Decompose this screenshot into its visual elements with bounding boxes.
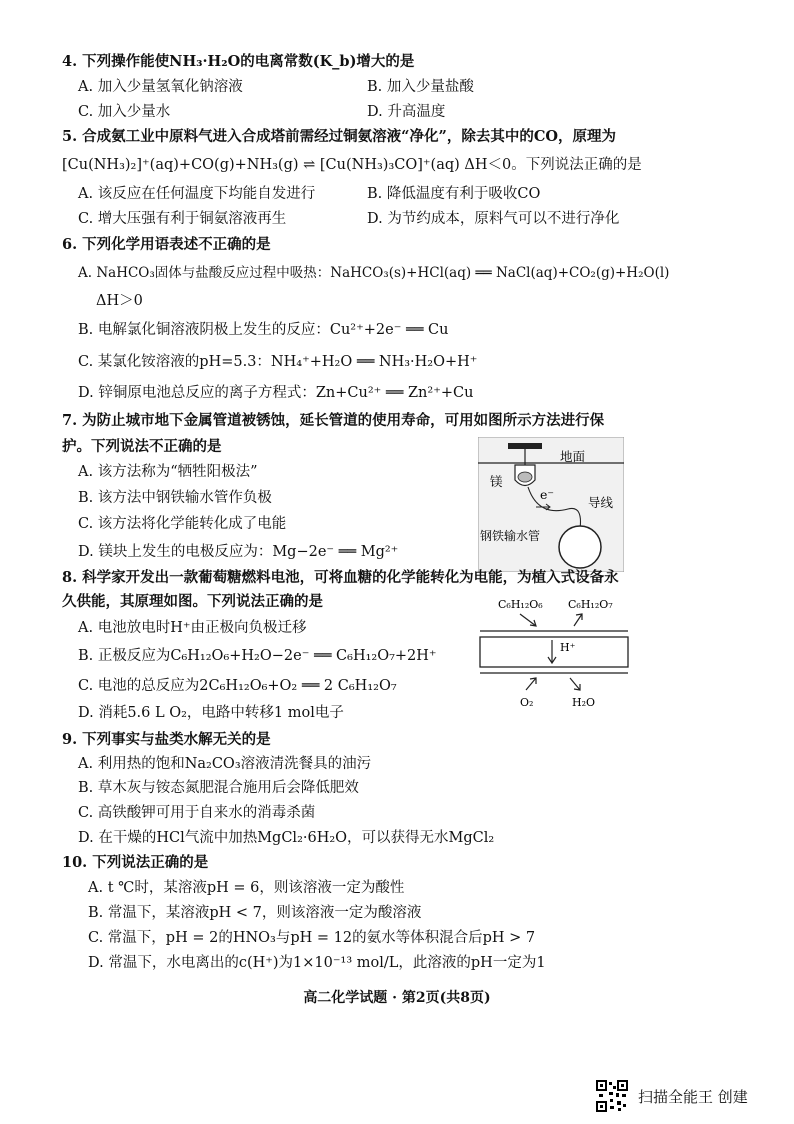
q6-option-c: C. 某氯化铵溶液的pH=5.3：NH₄⁺+H₂O ══ NH₃·H₂O+H⁺ <box>78 354 478 370</box>
q6-option-a-line2: ΔH＞0 <box>96 293 143 309</box>
mg-label: 镁 <box>490 474 503 489</box>
glucose-label: C₆H₁₂O₆ <box>498 598 543 611</box>
q7-option-d: D. 镁块上发生的电极反应为：Mg−2e⁻ ══ Mg²⁺ <box>78 544 399 560</box>
q8-stem-line2: 久供能，其原理如图。下列说法正确的是 <box>62 593 323 610</box>
q10-option-c: C. 常温下，pH = 2的HNO₃与pH = 12的氨水等体积混合后pH > 7 <box>88 930 536 946</box>
q9-option-b: B. 草木灰与铵态氮肥混合施用后会降低肥效 <box>78 780 359 796</box>
q10-stem: 10. 下列说法正确的是 <box>62 854 209 871</box>
q9-stem: 9. 下列事实与盐类水解无关的是 <box>62 731 271 748</box>
q9-option-c: C. 高铁酸钾可用于自来水的消毒杀菌 <box>78 805 316 821</box>
scanner-watermark <box>596 1080 786 1114</box>
q8-stem-line1: 8. 科学家开发出一款葡萄糖燃料电池，可将血糖的化学能转化为电能，为植入式设备永 <box>62 569 619 586</box>
q8-figure-diagram <box>474 594 634 712</box>
cell-membrane <box>480 637 628 667</box>
q6-option-d: D. 锌铜原电池总反应的离子方程式：Zn+Cu²⁺ ══ Zn²⁺+Cu <box>78 385 474 401</box>
page-footer: 高二化学试题 · 第2页(共8页) <box>303 990 491 1006</box>
o2-in-arrow <box>526 678 536 690</box>
q5-option-a: A. 该反应在任何温度下均能自发进行 <box>78 186 316 202</box>
q6-option-b: B. 电解氯化铜溶液阴极上发生的反应：Cu²⁺+2e⁻ ══ Cu <box>78 322 449 338</box>
mg-block <box>518 472 532 482</box>
wire-label: 导线 <box>588 495 614 510</box>
q4-option-d: D. 升高温度 <box>367 104 446 120</box>
q7-option-c: C. 该方法将化学能转化成了电能 <box>78 516 287 532</box>
ground-label: 地面 <box>560 449 586 464</box>
electron-label: e⁻ <box>540 487 554 502</box>
q7-option-a: A. 该方法称为“牺牲阳极法” <box>78 464 258 480</box>
q7-figure-diagram <box>478 437 624 572</box>
proton-label: H⁺ <box>560 641 576 654</box>
q9-option-d: D. 在干燥的HCl气流中加热MgCl₂·6H₂O，可以获得无水MgCl₂ <box>78 830 495 846</box>
q10-option-a: A. t ℃时，某溶液pH = 6，则该溶液一定为酸性 <box>88 880 405 896</box>
qr-code-icon <box>596 1080 628 1112</box>
q4-option-c: C. 加入少量水 <box>78 104 171 120</box>
q6-option-a-line1: A. NaHCO₃固体与盐酸反应过程中吸热：NaHCO₃(s)+HCl(aq) ══ NaCl(aq)+CO₂(g)+H₂O(l) <box>78 265 670 281</box>
steel-pipe <box>559 526 601 568</box>
terminal-cap <box>508 443 542 449</box>
q5-option-b: B. 降低温度有利于吸收CO <box>367 186 541 202</box>
q7-option-b: B. 该方法中钢铁输水管作负极 <box>78 490 272 506</box>
q10-option-b: B. 常温下，某溶液pH < 7，则该溶液一定为酸溶液 <box>88 905 422 921</box>
gluconic-out-arrow <box>574 614 582 626</box>
q8-option-d: D. 消耗5.6 L O₂，电路中转移1 mol电子 <box>78 705 344 721</box>
q8-option-c: C. 电池的总反应为2C₆H₁₂O₆+O₂ ══ 2 C₆H₁₂O₇ <box>78 678 397 694</box>
glucose-in-arrow <box>520 614 536 626</box>
q5-option-d: D. 为节约成本，原料气可以不进行净化 <box>367 211 620 227</box>
q5-stem-line1: 5. 合成氨工业中原料气进入合成塔前需经过铜氨溶液“净化”，除去其中的CO，原理为 <box>62 128 617 145</box>
q8-option-a: A. 电池放电时H⁺由正极向负极迁移 <box>78 620 307 636</box>
q5-option-c: C. 增大压强有利于铜氨溶液再生 <box>78 211 287 227</box>
q7-stem-line2: 护。下列说法不正确的是 <box>62 438 222 455</box>
q7-stem-line1: 7. 为防止城市地下金属管道被锈蚀，延长管道的使用寿命，可用如图所示方法进行保 <box>62 412 605 429</box>
q4-option-b: B. 加入少量盐酸 <box>367 79 474 95</box>
q9-option-a: A. 利用热的饱和Na₂CO₃溶液清洗餐具的油污 <box>78 756 372 772</box>
h2o-out-arrow <box>570 678 580 690</box>
h2o-label: H₂O <box>572 696 596 709</box>
gluconic-label: C₆H₁₂O₇ <box>568 598 613 611</box>
q5-stem-line2: [Cu(NH₃)₂]⁺(aq)+CO(g)+NH₃(g) ⇌ [Cu(NH₃)₃CO]⁺(aq) ΔH＜0。下列说法正确的是 <box>62 157 642 173</box>
q10-option-d: D. 常温下，水电离出的c(H⁺)为1×10⁻¹³ mol/L，此溶液的pH一定为1 <box>88 955 546 971</box>
watermark-text: 扫描全能王 创建 <box>638 1088 748 1106</box>
q6-stem: 6. 下列化学用语表述不正确的是 <box>62 236 271 253</box>
q8-option-b: B. 正极反应为C₆H₁₂O₆+H₂O−2e⁻ ══ C₆H₁₂O₇+2H⁺ <box>78 648 437 664</box>
o2-label: O₂ <box>520 696 534 709</box>
q4-option-a: A. 加入少量氢氧化钠溶液 <box>78 79 243 95</box>
q4-stem: 4. 下列操作能使NH₃·H₂O的电离常数(K_b)增大的是 <box>62 53 415 70</box>
pipe-label: 钢铁输水管 <box>480 529 541 543</box>
